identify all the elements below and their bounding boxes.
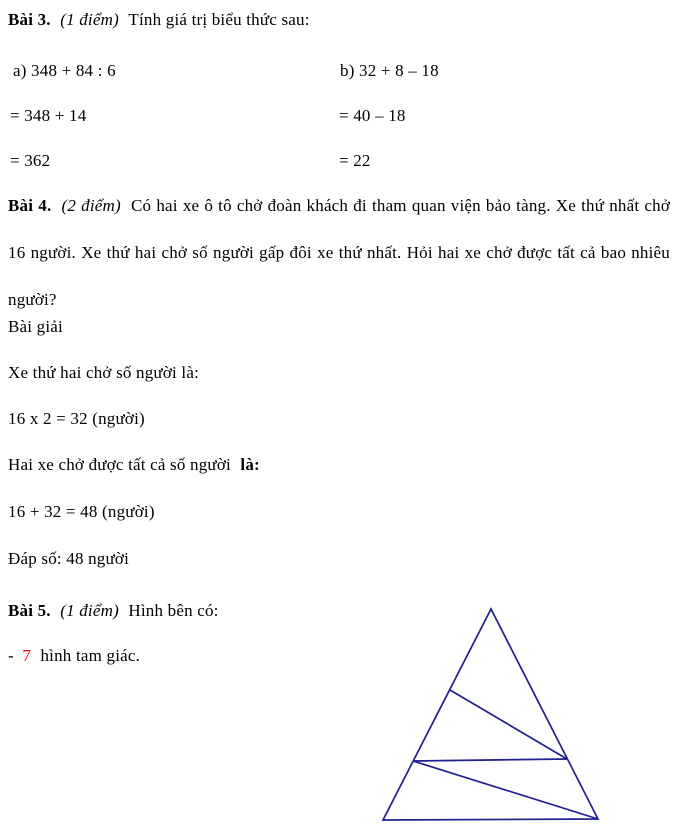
exercise5-heading [8,600,219,622]
exercise4-label: Bài 4. [8,196,52,215]
exercise5-answer-line [8,645,140,667]
exercise4-step2-calculation: 16 + 32 = 48 (người) [8,502,155,521]
exercise4-step2-label-line [8,454,260,476]
exercise3-heading [8,9,310,31]
triangle-figure-svg [370,596,617,834]
triangle-figure [370,596,617,834]
exercise4-solution-title: Bài giải [8,317,63,336]
exercise4-points: (2 điểm) [61,196,121,215]
exercise5-triangle-count: 7 [22,646,32,665]
exercise3-b-step2: = 22 [339,151,371,170]
exercise5-points: (1 điểm) [60,601,119,620]
exercise4-step1-label: Xe thứ hai chở số người là: [8,363,199,382]
exercise3-a-expression: a) 348 + 84 : 6 [13,61,116,80]
exercise5-label: Bài 5. [8,601,51,620]
exercise3-a-step1: = 348 + 14 [10,106,87,125]
exercise5-intro: Hình bên có: [128,601,219,620]
exercise3-intro: Tính giá trị biểu thức sau: [128,10,310,29]
exercise5-answer-suffix: hình tam giác. [40,646,141,665]
exercise3-b-step1: = 40 – 18 [339,106,406,125]
exercise4-problem-text: Có hai xe ô tô chở đoàn khách đi tham quan viện bảo tàng. Xe thứ nhất chở 16 người. Xe thứ hai chở số người gấp đôi xe thứ nhất. Hỏi hai xe chở được tất cả bao nhiêu người? [8,196,671,309]
exercise4-step2-label: Hai xe chở được tất cả số người [8,455,231,474]
exercise4-answer: Đáp số: 48 người [8,549,130,568]
exercise4-step2-label-bold: là: [240,455,260,474]
exercise3-points: (1 điểm) [60,10,119,29]
exercise3-b-expression: b) 32 + 8 – 18 [340,61,439,80]
exercise4-problem [8,182,670,323]
triangle-inner-line-horizontal [413,759,567,761]
exercise3-a-step2: = 362 [10,151,51,170]
triangle-inner-line-lower-diagonal [413,761,598,819]
exercise4-step1-calculation: 16 x 2 = 32 (người) [8,409,145,428]
exercise3-label: Bài 3. [8,10,51,29]
exercise5-answer-dash: - [8,646,14,665]
